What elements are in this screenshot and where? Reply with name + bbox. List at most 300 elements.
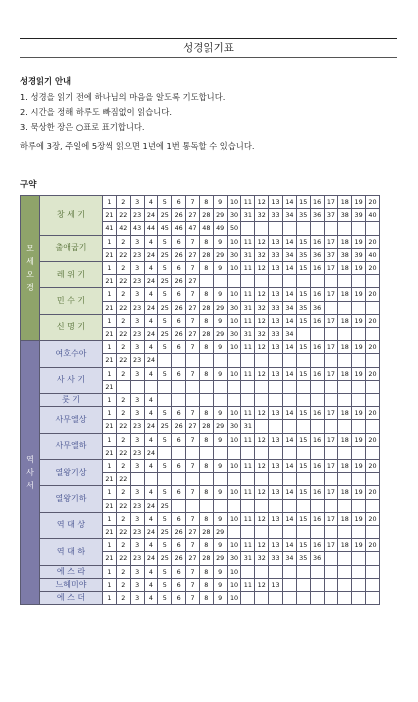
chapter-cell[interactable]: 25 [158, 526, 172, 539]
chapter-cell[interactable]: 12 [255, 578, 269, 591]
chapter-cell[interactable]: 3 [130, 433, 144, 446]
chapter-cell[interactable]: 20 [366, 539, 380, 552]
chapter-cell[interactable]: 17 [324, 235, 338, 248]
chapter-cell[interactable]: 10 [227, 460, 241, 473]
chapter-cell[interactable]: 25 [158, 420, 172, 433]
chapter-cell[interactable]: 5 [158, 460, 172, 473]
chapter-cell[interactable]: 24 [144, 328, 158, 341]
chapter-cell[interactable]: 36 [310, 209, 324, 222]
chapter-cell[interactable]: 33 [269, 552, 283, 565]
chapter-cell[interactable]: 6 [172, 262, 186, 275]
chapter-cell[interactable]: 12 [255, 407, 269, 420]
chapter-cell[interactable]: 3 [130, 486, 144, 499]
chapter-cell[interactable]: 13 [269, 262, 283, 275]
chapter-cell[interactable]: 19 [352, 288, 366, 301]
chapter-cell[interactable]: 2 [116, 394, 130, 407]
chapter-cell[interactable]: 4 [144, 407, 158, 420]
chapter-cell[interactable]: 22 [116, 473, 130, 486]
chapter-cell[interactable]: 18 [338, 314, 352, 327]
chapter-cell[interactable]: 1 [103, 314, 117, 327]
chapter-cell[interactable]: 5 [158, 592, 172, 605]
chapter-cell[interactable]: 5 [158, 262, 172, 275]
chapter-cell[interactable]: 34 [282, 248, 296, 261]
chapter-cell[interactable]: 11 [241, 314, 255, 327]
chapter-cell[interactable]: 5 [158, 288, 172, 301]
chapter-cell[interactable]: 26 [172, 420, 186, 433]
chapter-cell[interactable]: 8 [199, 262, 213, 275]
chapter-cell[interactable]: 14 [282, 288, 296, 301]
chapter-cell[interactable]: 13 [269, 367, 283, 380]
chapter-cell[interactable]: 12 [255, 288, 269, 301]
chapter-cell[interactable]: 3 [130, 394, 144, 407]
chapter-cell[interactable]: 1 [103, 196, 117, 209]
chapter-cell[interactable]: 22 [116, 209, 130, 222]
chapter-cell[interactable]: 9 [213, 592, 227, 605]
chapter-cell[interactable]: 15 [296, 486, 310, 499]
chapter-cell[interactable]: 20 [366, 367, 380, 380]
chapter-cell[interactable]: 25 [158, 499, 172, 512]
chapter-cell[interactable]: 23 [130, 275, 144, 288]
chapter-cell[interactable]: 46 [172, 222, 186, 235]
chapter-cell[interactable]: 6 [172, 578, 186, 591]
chapter-cell[interactable]: 47 [186, 222, 200, 235]
chapter-cell[interactable]: 20 [366, 314, 380, 327]
chapter-cell[interactable]: 3 [130, 367, 144, 380]
chapter-cell[interactable]: 2 [116, 486, 130, 499]
chapter-cell[interactable]: 27 [186, 301, 200, 314]
chapter-cell[interactable]: 2 [116, 578, 130, 591]
chapter-cell[interactable]: 5 [158, 539, 172, 552]
chapter-cell[interactable]: 10 [227, 512, 241, 525]
chapter-cell[interactable]: 39 [352, 209, 366, 222]
chapter-cell[interactable]: 6 [172, 196, 186, 209]
chapter-cell[interactable]: 2 [116, 262, 130, 275]
chapter-cell[interactable]: 38 [338, 209, 352, 222]
chapter-cell[interactable]: 33 [269, 209, 283, 222]
chapter-cell[interactable]: 22 [116, 526, 130, 539]
chapter-cell[interactable]: 21 [103, 354, 117, 367]
chapter-cell[interactable]: 32 [255, 328, 269, 341]
chapter-cell[interactable]: 15 [296, 433, 310, 446]
chapter-cell[interactable]: 10 [227, 486, 241, 499]
chapter-cell[interactable]: 23 [130, 420, 144, 433]
chapter-cell[interactable]: 30 [227, 301, 241, 314]
chapter-cell[interactable]: 16 [310, 235, 324, 248]
chapter-cell[interactable]: 21 [103, 380, 117, 393]
chapter-cell[interactable]: 17 [324, 460, 338, 473]
chapter-cell[interactable]: 14 [282, 407, 296, 420]
chapter-cell[interactable]: 35 [296, 301, 310, 314]
chapter-cell[interactable]: 30 [227, 420, 241, 433]
chapter-cell[interactable]: 13 [269, 314, 283, 327]
chapter-cell[interactable]: 8 [199, 196, 213, 209]
chapter-cell[interactable]: 12 [255, 433, 269, 446]
chapter-cell[interactable]: 13 [269, 407, 283, 420]
chapter-cell[interactable]: 28 [199, 552, 213, 565]
chapter-cell[interactable]: 18 [338, 262, 352, 275]
chapter-cell[interactable]: 15 [296, 407, 310, 420]
chapter-cell[interactable]: 31 [241, 301, 255, 314]
chapter-cell[interactable]: 17 [324, 512, 338, 525]
chapter-cell[interactable]: 16 [310, 539, 324, 552]
chapter-cell[interactable]: 21 [103, 275, 117, 288]
chapter-cell[interactable]: 20 [366, 433, 380, 446]
chapter-cell[interactable]: 19 [352, 460, 366, 473]
chapter-cell[interactable]: 16 [310, 512, 324, 525]
chapter-cell[interactable]: 8 [199, 407, 213, 420]
chapter-cell[interactable]: 9 [213, 512, 227, 525]
chapter-cell[interactable]: 25 [158, 209, 172, 222]
chapter-cell[interactable]: 1 [103, 433, 117, 446]
chapter-cell[interactable]: 21 [103, 209, 117, 222]
chapter-cell[interactable]: 1 [103, 341, 117, 354]
chapter-cell[interactable]: 18 [338, 539, 352, 552]
chapter-cell[interactable]: 16 [310, 460, 324, 473]
chapter-cell[interactable]: 3 [130, 262, 144, 275]
chapter-cell[interactable]: 38 [338, 248, 352, 261]
chapter-cell[interactable]: 16 [310, 486, 324, 499]
chapter-cell[interactable]: 24 [144, 248, 158, 261]
chapter-cell[interactable]: 45 [158, 222, 172, 235]
chapter-cell[interactable]: 4 [144, 314, 158, 327]
chapter-cell[interactable]: 7 [186, 592, 200, 605]
chapter-cell[interactable]: 8 [199, 288, 213, 301]
chapter-cell[interactable]: 1 [103, 565, 117, 578]
chapter-cell[interactable]: 27 [186, 526, 200, 539]
chapter-cell[interactable]: 10 [227, 288, 241, 301]
chapter-cell[interactable]: 29 [213, 328, 227, 341]
chapter-cell[interactable]: 12 [255, 512, 269, 525]
chapter-cell[interactable]: 19 [352, 512, 366, 525]
chapter-cell[interactable]: 7 [186, 341, 200, 354]
chapter-cell[interactable]: 8 [199, 341, 213, 354]
chapter-cell[interactable]: 6 [172, 288, 186, 301]
chapter-cell[interactable]: 11 [241, 578, 255, 591]
chapter-cell[interactable]: 9 [213, 196, 227, 209]
chapter-cell[interactable]: 26 [172, 209, 186, 222]
chapter-cell[interactable]: 20 [366, 288, 380, 301]
chapter-cell[interactable]: 8 [199, 235, 213, 248]
chapter-cell[interactable]: 7 [186, 539, 200, 552]
chapter-cell[interactable]: 5 [158, 578, 172, 591]
chapter-cell[interactable]: 1 [103, 578, 117, 591]
chapter-cell[interactable]: 50 [227, 222, 241, 235]
chapter-cell[interactable]: 34 [282, 209, 296, 222]
chapter-cell[interactable]: 25 [158, 248, 172, 261]
chapter-cell[interactable]: 4 [144, 486, 158, 499]
chapter-cell[interactable]: 4 [144, 565, 158, 578]
chapter-cell[interactable]: 34 [282, 328, 296, 341]
chapter-cell[interactable]: 26 [172, 301, 186, 314]
chapter-cell[interactable]: 5 [158, 235, 172, 248]
chapter-cell[interactable]: 32 [255, 552, 269, 565]
chapter-cell[interactable]: 12 [255, 539, 269, 552]
chapter-cell[interactable]: 31 [241, 248, 255, 261]
chapter-cell[interactable]: 23 [130, 248, 144, 261]
chapter-cell[interactable]: 8 [199, 565, 213, 578]
chapter-cell[interactable]: 9 [213, 262, 227, 275]
chapter-cell[interactable]: 4 [144, 235, 158, 248]
chapter-cell[interactable]: 6 [172, 460, 186, 473]
chapter-cell[interactable]: 6 [172, 592, 186, 605]
chapter-cell[interactable]: 12 [255, 262, 269, 275]
chapter-cell[interactable]: 15 [296, 512, 310, 525]
chapter-cell[interactable]: 15 [296, 262, 310, 275]
chapter-cell[interactable]: 19 [352, 314, 366, 327]
chapter-cell[interactable]: 8 [199, 512, 213, 525]
chapter-cell[interactable]: 25 [158, 275, 172, 288]
chapter-cell[interactable]: 13 [269, 460, 283, 473]
chapter-cell[interactable]: 11 [241, 512, 255, 525]
chapter-cell[interactable]: 8 [199, 367, 213, 380]
chapter-cell[interactable]: 31 [241, 420, 255, 433]
chapter-cell[interactable]: 4 [144, 394, 158, 407]
chapter-cell[interactable]: 29 [213, 552, 227, 565]
chapter-cell[interactable]: 21 [103, 446, 117, 459]
chapter-cell[interactable]: 5 [158, 512, 172, 525]
chapter-cell[interactable]: 1 [103, 288, 117, 301]
chapter-cell[interactable]: 29 [213, 526, 227, 539]
chapter-cell[interactable]: 29 [213, 301, 227, 314]
chapter-cell[interactable]: 5 [158, 341, 172, 354]
chapter-cell[interactable]: 5 [158, 367, 172, 380]
chapter-cell[interactable]: 14 [282, 235, 296, 248]
chapter-cell[interactable]: 3 [130, 196, 144, 209]
chapter-cell[interactable]: 26 [172, 275, 186, 288]
chapter-cell[interactable]: 29 [213, 209, 227, 222]
chapter-cell[interactable]: 20 [366, 460, 380, 473]
chapter-cell[interactable]: 26 [172, 552, 186, 565]
chapter-cell[interactable]: 22 [116, 552, 130, 565]
chapter-cell[interactable]: 5 [158, 314, 172, 327]
chapter-cell[interactable]: 28 [199, 420, 213, 433]
chapter-cell[interactable]: 33 [269, 328, 283, 341]
chapter-cell[interactable]: 1 [103, 407, 117, 420]
chapter-cell[interactable]: 24 [144, 420, 158, 433]
chapter-cell[interactable]: 11 [241, 539, 255, 552]
chapter-cell[interactable]: 7 [186, 486, 200, 499]
chapter-cell[interactable]: 30 [227, 552, 241, 565]
chapter-cell[interactable]: 1 [103, 394, 117, 407]
chapter-cell[interactable]: 32 [255, 209, 269, 222]
chapter-cell[interactable]: 17 [324, 539, 338, 552]
chapter-cell[interactable]: 18 [338, 341, 352, 354]
chapter-cell[interactable]: 22 [116, 275, 130, 288]
chapter-cell[interactable]: 19 [352, 235, 366, 248]
chapter-cell[interactable]: 28 [199, 301, 213, 314]
chapter-cell[interactable]: 9 [213, 539, 227, 552]
chapter-cell[interactable]: 2 [116, 512, 130, 525]
chapter-cell[interactable]: 16 [310, 288, 324, 301]
chapter-cell[interactable]: 48 [199, 222, 213, 235]
chapter-cell[interactable]: 12 [255, 235, 269, 248]
chapter-cell[interactable]: 12 [255, 196, 269, 209]
chapter-cell[interactable]: 9 [213, 565, 227, 578]
chapter-cell[interactable]: 40 [366, 248, 380, 261]
chapter-cell[interactable]: 30 [227, 248, 241, 261]
chapter-cell[interactable]: 11 [241, 288, 255, 301]
chapter-cell[interactable]: 25 [158, 328, 172, 341]
chapter-cell[interactable]: 3 [130, 460, 144, 473]
chapter-cell[interactable]: 7 [186, 196, 200, 209]
chapter-cell[interactable]: 3 [130, 341, 144, 354]
chapter-cell[interactable]: 14 [282, 512, 296, 525]
chapter-cell[interactable]: 22 [116, 248, 130, 261]
chapter-cell[interactable]: 2 [116, 407, 130, 420]
chapter-cell[interactable]: 4 [144, 539, 158, 552]
chapter-cell[interactable]: 49 [213, 222, 227, 235]
chapter-cell[interactable]: 23 [130, 354, 144, 367]
chapter-cell[interactable]: 9 [213, 341, 227, 354]
chapter-cell[interactable]: 11 [241, 341, 255, 354]
chapter-cell[interactable]: 10 [227, 367, 241, 380]
chapter-cell[interactable]: 24 [144, 526, 158, 539]
chapter-cell[interactable]: 7 [186, 565, 200, 578]
chapter-cell[interactable]: 13 [269, 288, 283, 301]
chapter-cell[interactable]: 6 [172, 565, 186, 578]
chapter-cell[interactable]: 19 [352, 341, 366, 354]
chapter-cell[interactable]: 14 [282, 341, 296, 354]
chapter-cell[interactable]: 33 [269, 248, 283, 261]
chapter-cell[interactable]: 1 [103, 235, 117, 248]
chapter-cell[interactable]: 29 [213, 420, 227, 433]
chapter-cell[interactable]: 35 [296, 209, 310, 222]
chapter-cell[interactable]: 6 [172, 433, 186, 446]
chapter-cell[interactable]: 12 [255, 367, 269, 380]
chapter-cell[interactable]: 7 [186, 235, 200, 248]
chapter-cell[interactable]: 6 [172, 367, 186, 380]
chapter-cell[interactable]: 5 [158, 407, 172, 420]
chapter-cell[interactable]: 21 [103, 420, 117, 433]
chapter-cell[interactable]: 13 [269, 433, 283, 446]
chapter-cell[interactable]: 2 [116, 433, 130, 446]
chapter-cell[interactable]: 40 [366, 209, 380, 222]
chapter-cell[interactable]: 2 [116, 367, 130, 380]
chapter-cell[interactable]: 18 [338, 235, 352, 248]
chapter-cell[interactable]: 11 [241, 460, 255, 473]
chapter-cell[interactable]: 15 [296, 235, 310, 248]
chapter-cell[interactable]: 32 [255, 301, 269, 314]
chapter-cell[interactable]: 11 [241, 235, 255, 248]
chapter-cell[interactable]: 12 [255, 341, 269, 354]
chapter-cell[interactable]: 17 [324, 486, 338, 499]
chapter-cell[interactable]: 17 [324, 196, 338, 209]
chapter-cell[interactable]: 23 [130, 526, 144, 539]
chapter-cell[interactable]: 7 [186, 288, 200, 301]
chapter-cell[interactable]: 33 [269, 301, 283, 314]
chapter-cell[interactable]: 23 [130, 301, 144, 314]
chapter-cell[interactable]: 6 [172, 539, 186, 552]
chapter-cell[interactable]: 15 [296, 288, 310, 301]
chapter-cell[interactable]: 13 [269, 196, 283, 209]
chapter-cell[interactable]: 13 [269, 235, 283, 248]
chapter-cell[interactable]: 3 [130, 539, 144, 552]
chapter-cell[interactable]: 16 [310, 433, 324, 446]
chapter-cell[interactable]: 8 [199, 539, 213, 552]
chapter-cell[interactable]: 29 [213, 248, 227, 261]
chapter-cell[interactable]: 6 [172, 512, 186, 525]
chapter-cell[interactable]: 21 [103, 473, 117, 486]
chapter-cell[interactable]: 6 [172, 235, 186, 248]
chapter-cell[interactable]: 20 [366, 486, 380, 499]
chapter-cell[interactable]: 12 [255, 486, 269, 499]
chapter-cell[interactable]: 16 [310, 341, 324, 354]
chapter-cell[interactable]: 7 [186, 433, 200, 446]
chapter-cell[interactable]: 4 [144, 341, 158, 354]
chapter-cell[interactable]: 20 [366, 407, 380, 420]
chapter-cell[interactable]: 18 [338, 288, 352, 301]
chapter-cell[interactable]: 17 [324, 262, 338, 275]
chapter-cell[interactable]: 9 [213, 367, 227, 380]
chapter-cell[interactable]: 19 [352, 262, 366, 275]
chapter-cell[interactable]: 21 [103, 328, 117, 341]
chapter-cell[interactable]: 17 [324, 314, 338, 327]
chapter-cell[interactable]: 4 [144, 367, 158, 380]
chapter-cell[interactable]: 4 [144, 288, 158, 301]
chapter-cell[interactable]: 11 [241, 407, 255, 420]
chapter-cell[interactable]: 3 [130, 578, 144, 591]
chapter-cell[interactable]: 28 [199, 526, 213, 539]
chapter-cell[interactable]: 7 [186, 314, 200, 327]
chapter-cell[interactable]: 2 [116, 592, 130, 605]
chapter-cell[interactable]: 3 [130, 565, 144, 578]
chapter-cell[interactable]: 8 [199, 592, 213, 605]
chapter-cell[interactable]: 20 [366, 262, 380, 275]
chapter-cell[interactable]: 19 [352, 433, 366, 446]
chapter-cell[interactable]: 13 [269, 578, 283, 591]
chapter-cell[interactable]: 22 [116, 499, 130, 512]
chapter-cell[interactable]: 15 [296, 460, 310, 473]
chapter-cell[interactable]: 24 [144, 275, 158, 288]
chapter-cell[interactable]: 18 [338, 486, 352, 499]
chapter-cell[interactable]: 10 [227, 565, 241, 578]
chapter-cell[interactable]: 36 [310, 552, 324, 565]
chapter-cell[interactable]: 26 [172, 526, 186, 539]
chapter-cell[interactable]: 23 [130, 552, 144, 565]
chapter-cell[interactable]: 22 [116, 301, 130, 314]
chapter-cell[interactable]: 13 [269, 539, 283, 552]
chapter-cell[interactable]: 2 [116, 565, 130, 578]
chapter-cell[interactable]: 12 [255, 460, 269, 473]
chapter-cell[interactable]: 5 [158, 196, 172, 209]
chapter-cell[interactable]: 7 [186, 460, 200, 473]
chapter-cell[interactable]: 9 [213, 314, 227, 327]
chapter-cell[interactable]: 6 [172, 486, 186, 499]
chapter-cell[interactable]: 2 [116, 314, 130, 327]
chapter-cell[interactable]: 13 [269, 486, 283, 499]
chapter-cell[interactable]: 11 [241, 196, 255, 209]
chapter-cell[interactable]: 15 [296, 314, 310, 327]
chapter-cell[interactable]: 24 [144, 446, 158, 459]
chapter-cell[interactable]: 22 [116, 328, 130, 341]
chapter-cell[interactable]: 10 [227, 314, 241, 327]
chapter-cell[interactable]: 24 [144, 301, 158, 314]
chapter-cell[interactable]: 28 [199, 209, 213, 222]
chapter-cell[interactable]: 20 [366, 341, 380, 354]
chapter-cell[interactable]: 11 [241, 486, 255, 499]
chapter-cell[interactable]: 9 [213, 235, 227, 248]
chapter-cell[interactable]: 26 [172, 328, 186, 341]
chapter-cell[interactable]: 23 [130, 328, 144, 341]
chapter-cell[interactable]: 19 [352, 486, 366, 499]
chapter-cell[interactable]: 6 [172, 407, 186, 420]
chapter-cell[interactable]: 30 [227, 328, 241, 341]
chapter-cell[interactable]: 23 [130, 209, 144, 222]
chapter-cell[interactable]: 4 [144, 196, 158, 209]
chapter-cell[interactable]: 10 [227, 592, 241, 605]
chapter-cell[interactable]: 21 [103, 499, 117, 512]
chapter-cell[interactable]: 15 [296, 539, 310, 552]
